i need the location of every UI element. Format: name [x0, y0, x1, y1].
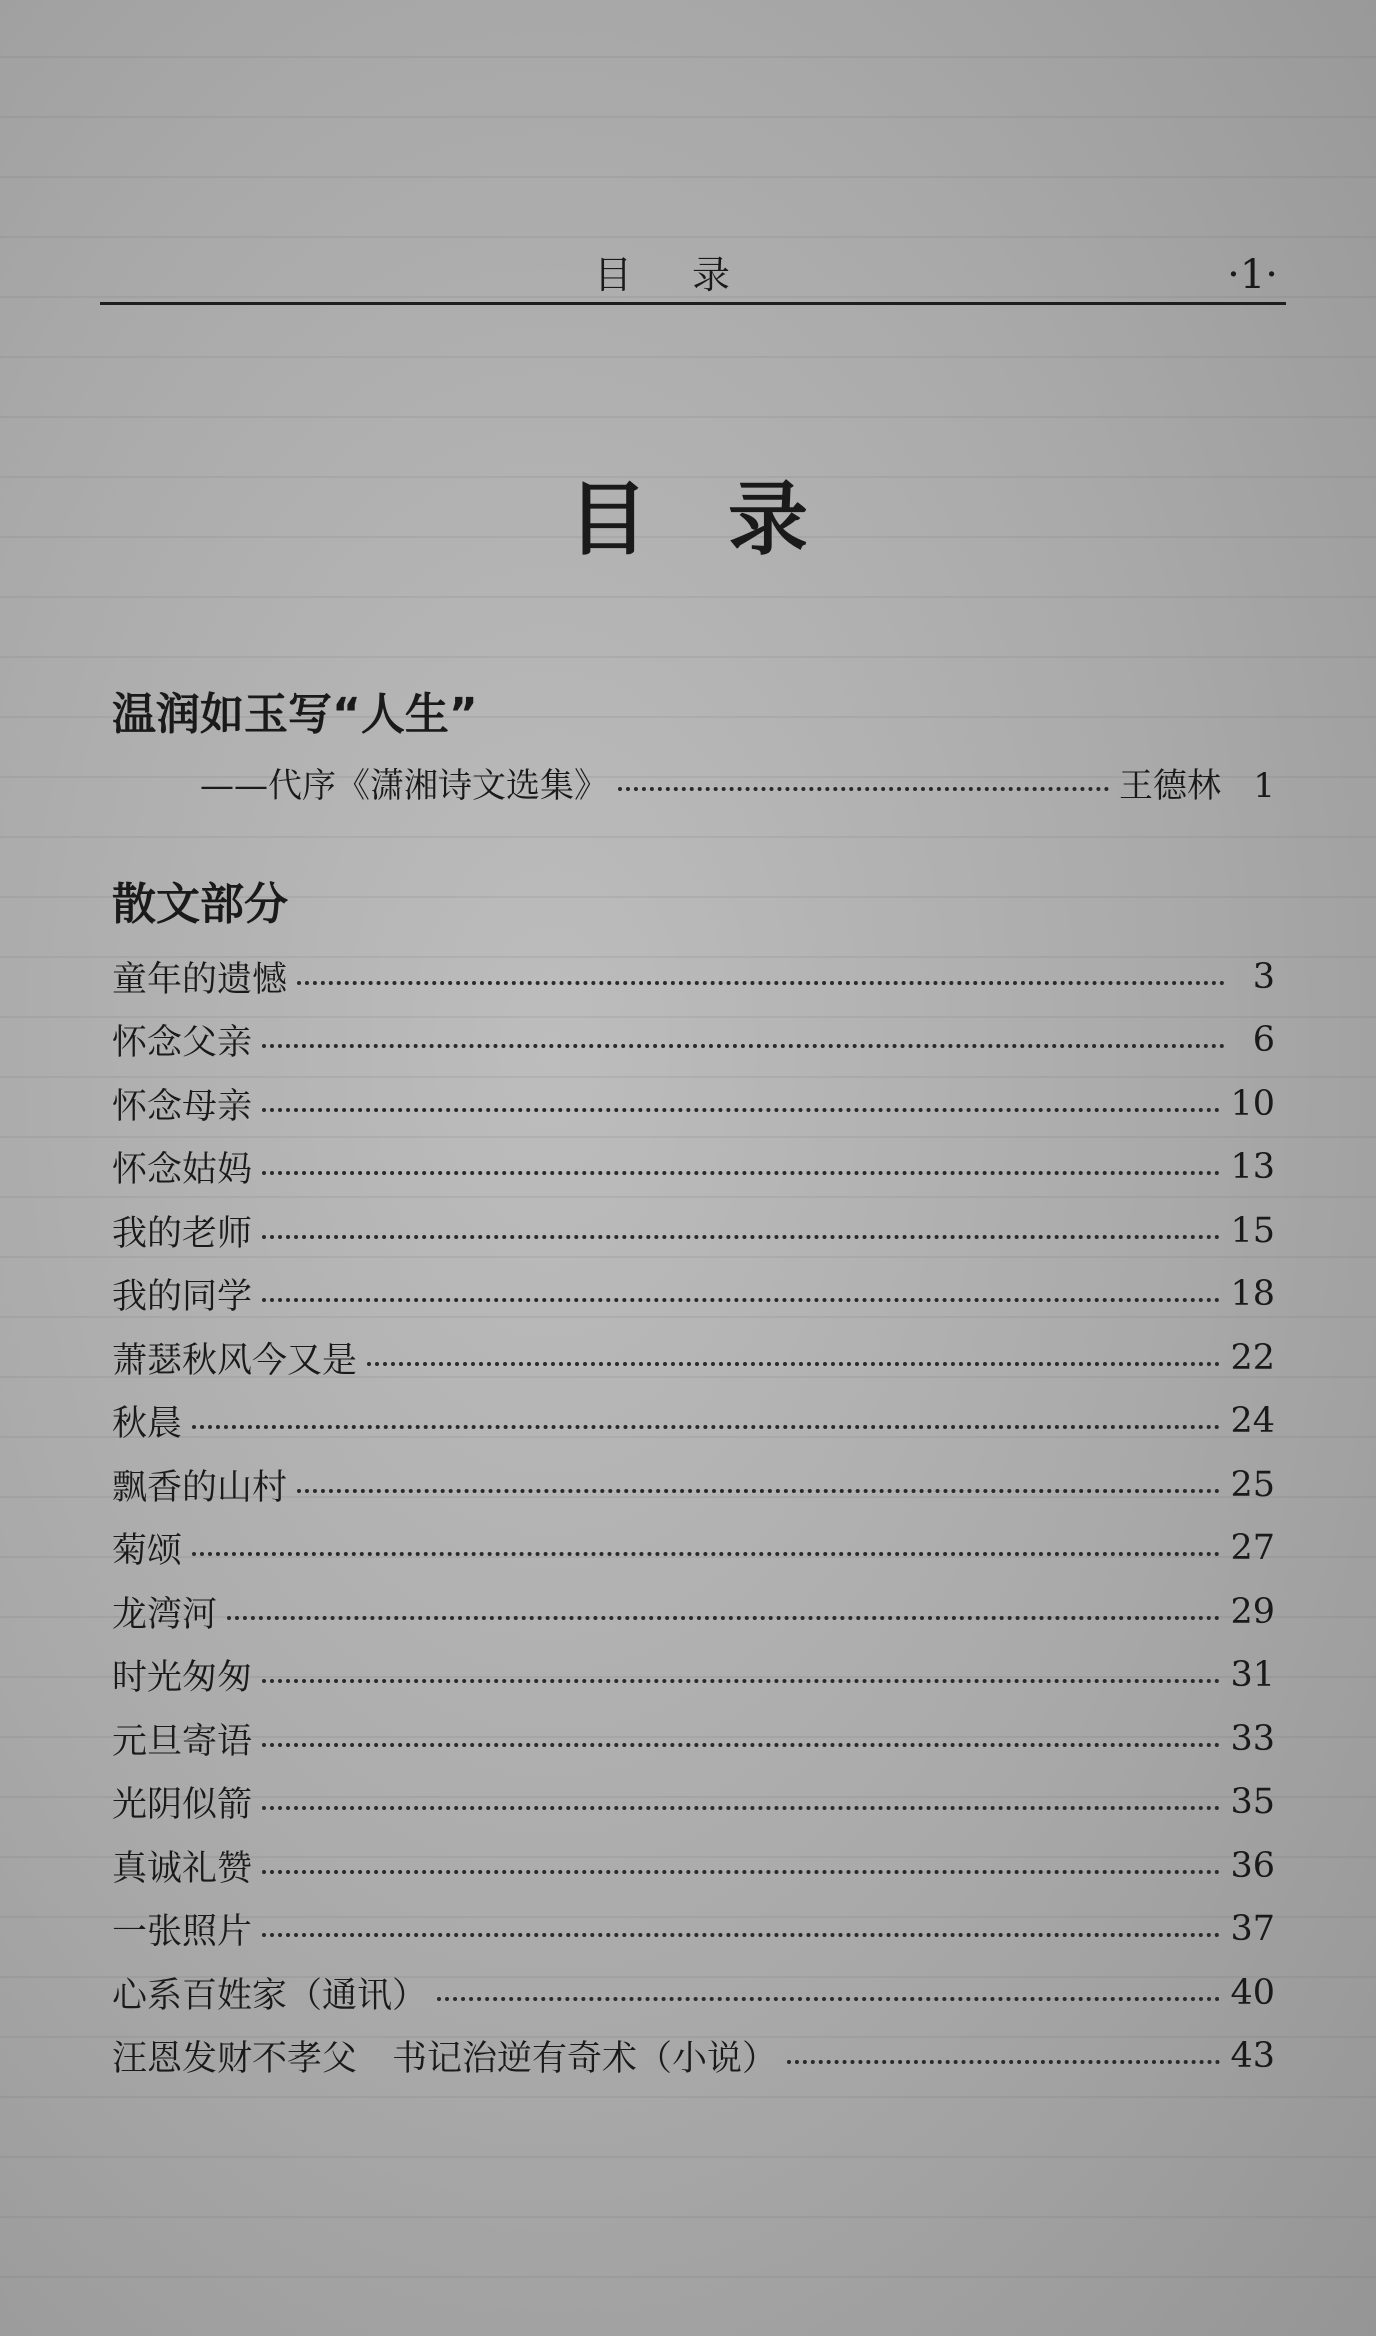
entry-title: 怀念母亲 [112, 1086, 253, 1127]
dot-leader [437, 1997, 1220, 2001]
entry-title: 我的同学 [112, 1277, 253, 1318]
toc-entry [112, 1517, 1275, 1581]
dot-leader [192, 1425, 1220, 1429]
toc-entry [112, 1390, 1275, 1454]
toc-entry [112, 1453, 1275, 1517]
preface-subtitle: ——代序《潇湘诗文选集》 [200, 766, 608, 806]
dot-leader [262, 1298, 1220, 1302]
toc-entry [112, 1771, 1275, 1835]
toc-entries [112, 945, 1275, 2088]
entry-title: 秋晨 [112, 1404, 183, 1445]
entry-page-number: 35 [1230, 1782, 1275, 1823]
toc-entry [112, 945, 1275, 1009]
preface-author: 王德林 [1119, 766, 1221, 806]
dot-leader [227, 1616, 1220, 1620]
dot-leader [262, 1108, 1220, 1112]
dot-leader [262, 1044, 1225, 1048]
header-page-number: ·1· [1227, 252, 1278, 298]
toc-entry [112, 1263, 1275, 1327]
running-header [100, 250, 1284, 300]
entry-page-number: 24 [1230, 1401, 1275, 1442]
entry-page-number: 27 [1230, 1528, 1275, 1569]
entry-title: 萧瑟秋风今又是 [112, 1340, 358, 1381]
toc-entry [112, 1072, 1275, 1136]
dot-leader [262, 1235, 1220, 1239]
dot-leader [262, 1171, 1220, 1175]
toc-entry [112, 1898, 1275, 1962]
preface-subtitle-line [200, 758, 1275, 808]
dot-leader [787, 2060, 1220, 2064]
entry-title: 怀念父亲 [112, 1023, 253, 1064]
entry-page-number: 13 [1230, 1147, 1275, 1188]
toc-entry [112, 2025, 1275, 2089]
entry-title: 我的老师 [112, 1213, 253, 1254]
dot-leader [367, 1362, 1220, 1366]
toc-title: 目录 [568, 473, 888, 566]
toc-entry [112, 1136, 1275, 1200]
entry-page-number: 29 [1230, 1591, 1275, 1632]
entry-page-number: 31 [1230, 1655, 1275, 1696]
toc-entry [112, 1199, 1275, 1263]
entry-title: 真诚礼赞 [112, 1848, 253, 1889]
toc-entry [112, 1009, 1275, 1073]
dot-leader [297, 981, 1225, 985]
entry-title: 龙湾河 [112, 1594, 218, 1635]
toc-entry [112, 1961, 1275, 2025]
toc-entry [112, 1580, 1275, 1644]
entry-title: 怀念姑妈 [112, 1150, 253, 1191]
dot-leader [192, 1552, 1220, 1556]
toc-entry [112, 1834, 1275, 1898]
dot-leader [297, 1489, 1220, 1493]
entry-page-number: 6 [1252, 1020, 1275, 1061]
dot-leader [262, 1679, 1220, 1683]
dot-leader [262, 1743, 1220, 1747]
header-title: 目录 [593, 253, 790, 297]
entry-title: 光阴似箭 [112, 1785, 253, 1826]
toc-entry [112, 1644, 1275, 1708]
entry-title: 元旦寄语 [112, 1721, 253, 1762]
dot-leader [262, 1870, 1220, 1874]
entry-title: 心系百姓家（通讯） [112, 1975, 428, 2016]
preface-title: 温润如玉写“人生” [112, 689, 478, 740]
header-rule [100, 302, 1286, 305]
dot-leader [262, 1933, 1220, 1937]
entry-page-number: 43 [1230, 2036, 1275, 2077]
toc-entry [112, 1707, 1275, 1771]
entry-title: 汪恩发财不孝父 书记治逆有奇术（小说） [112, 2039, 778, 2080]
toc-entry [112, 1326, 1275, 1390]
entry-page-number: 10 [1230, 1083, 1275, 1124]
entry-page-number: 18 [1230, 1274, 1275, 1315]
entry-title: 菊颂 [112, 1531, 183, 1572]
preface-page: 1 [1253, 766, 1275, 806]
dot-leader [262, 1806, 1220, 1810]
dot-leader [618, 787, 1109, 791]
entry-title: 童年的遗憾 [112, 959, 288, 1000]
entry-page-number: 3 [1252, 956, 1275, 997]
section-title: 散文部分 [112, 879, 288, 930]
entry-title: 时光匆匆 [112, 1658, 253, 1699]
entry-title: 飘香的山村 [112, 1467, 288, 1508]
entry-page-number: 22 [1230, 1337, 1275, 1378]
entry-page-number: 25 [1230, 1464, 1275, 1505]
entry-page-number: 33 [1230, 1718, 1275, 1759]
entry-page-number: 37 [1230, 1909, 1275, 1950]
entry-page-number: 15 [1230, 1210, 1275, 1251]
entry-page-number: 36 [1230, 1845, 1275, 1886]
entry-page-number: 40 [1230, 1972, 1275, 2013]
entry-title: 一张照片 [112, 1912, 253, 1953]
